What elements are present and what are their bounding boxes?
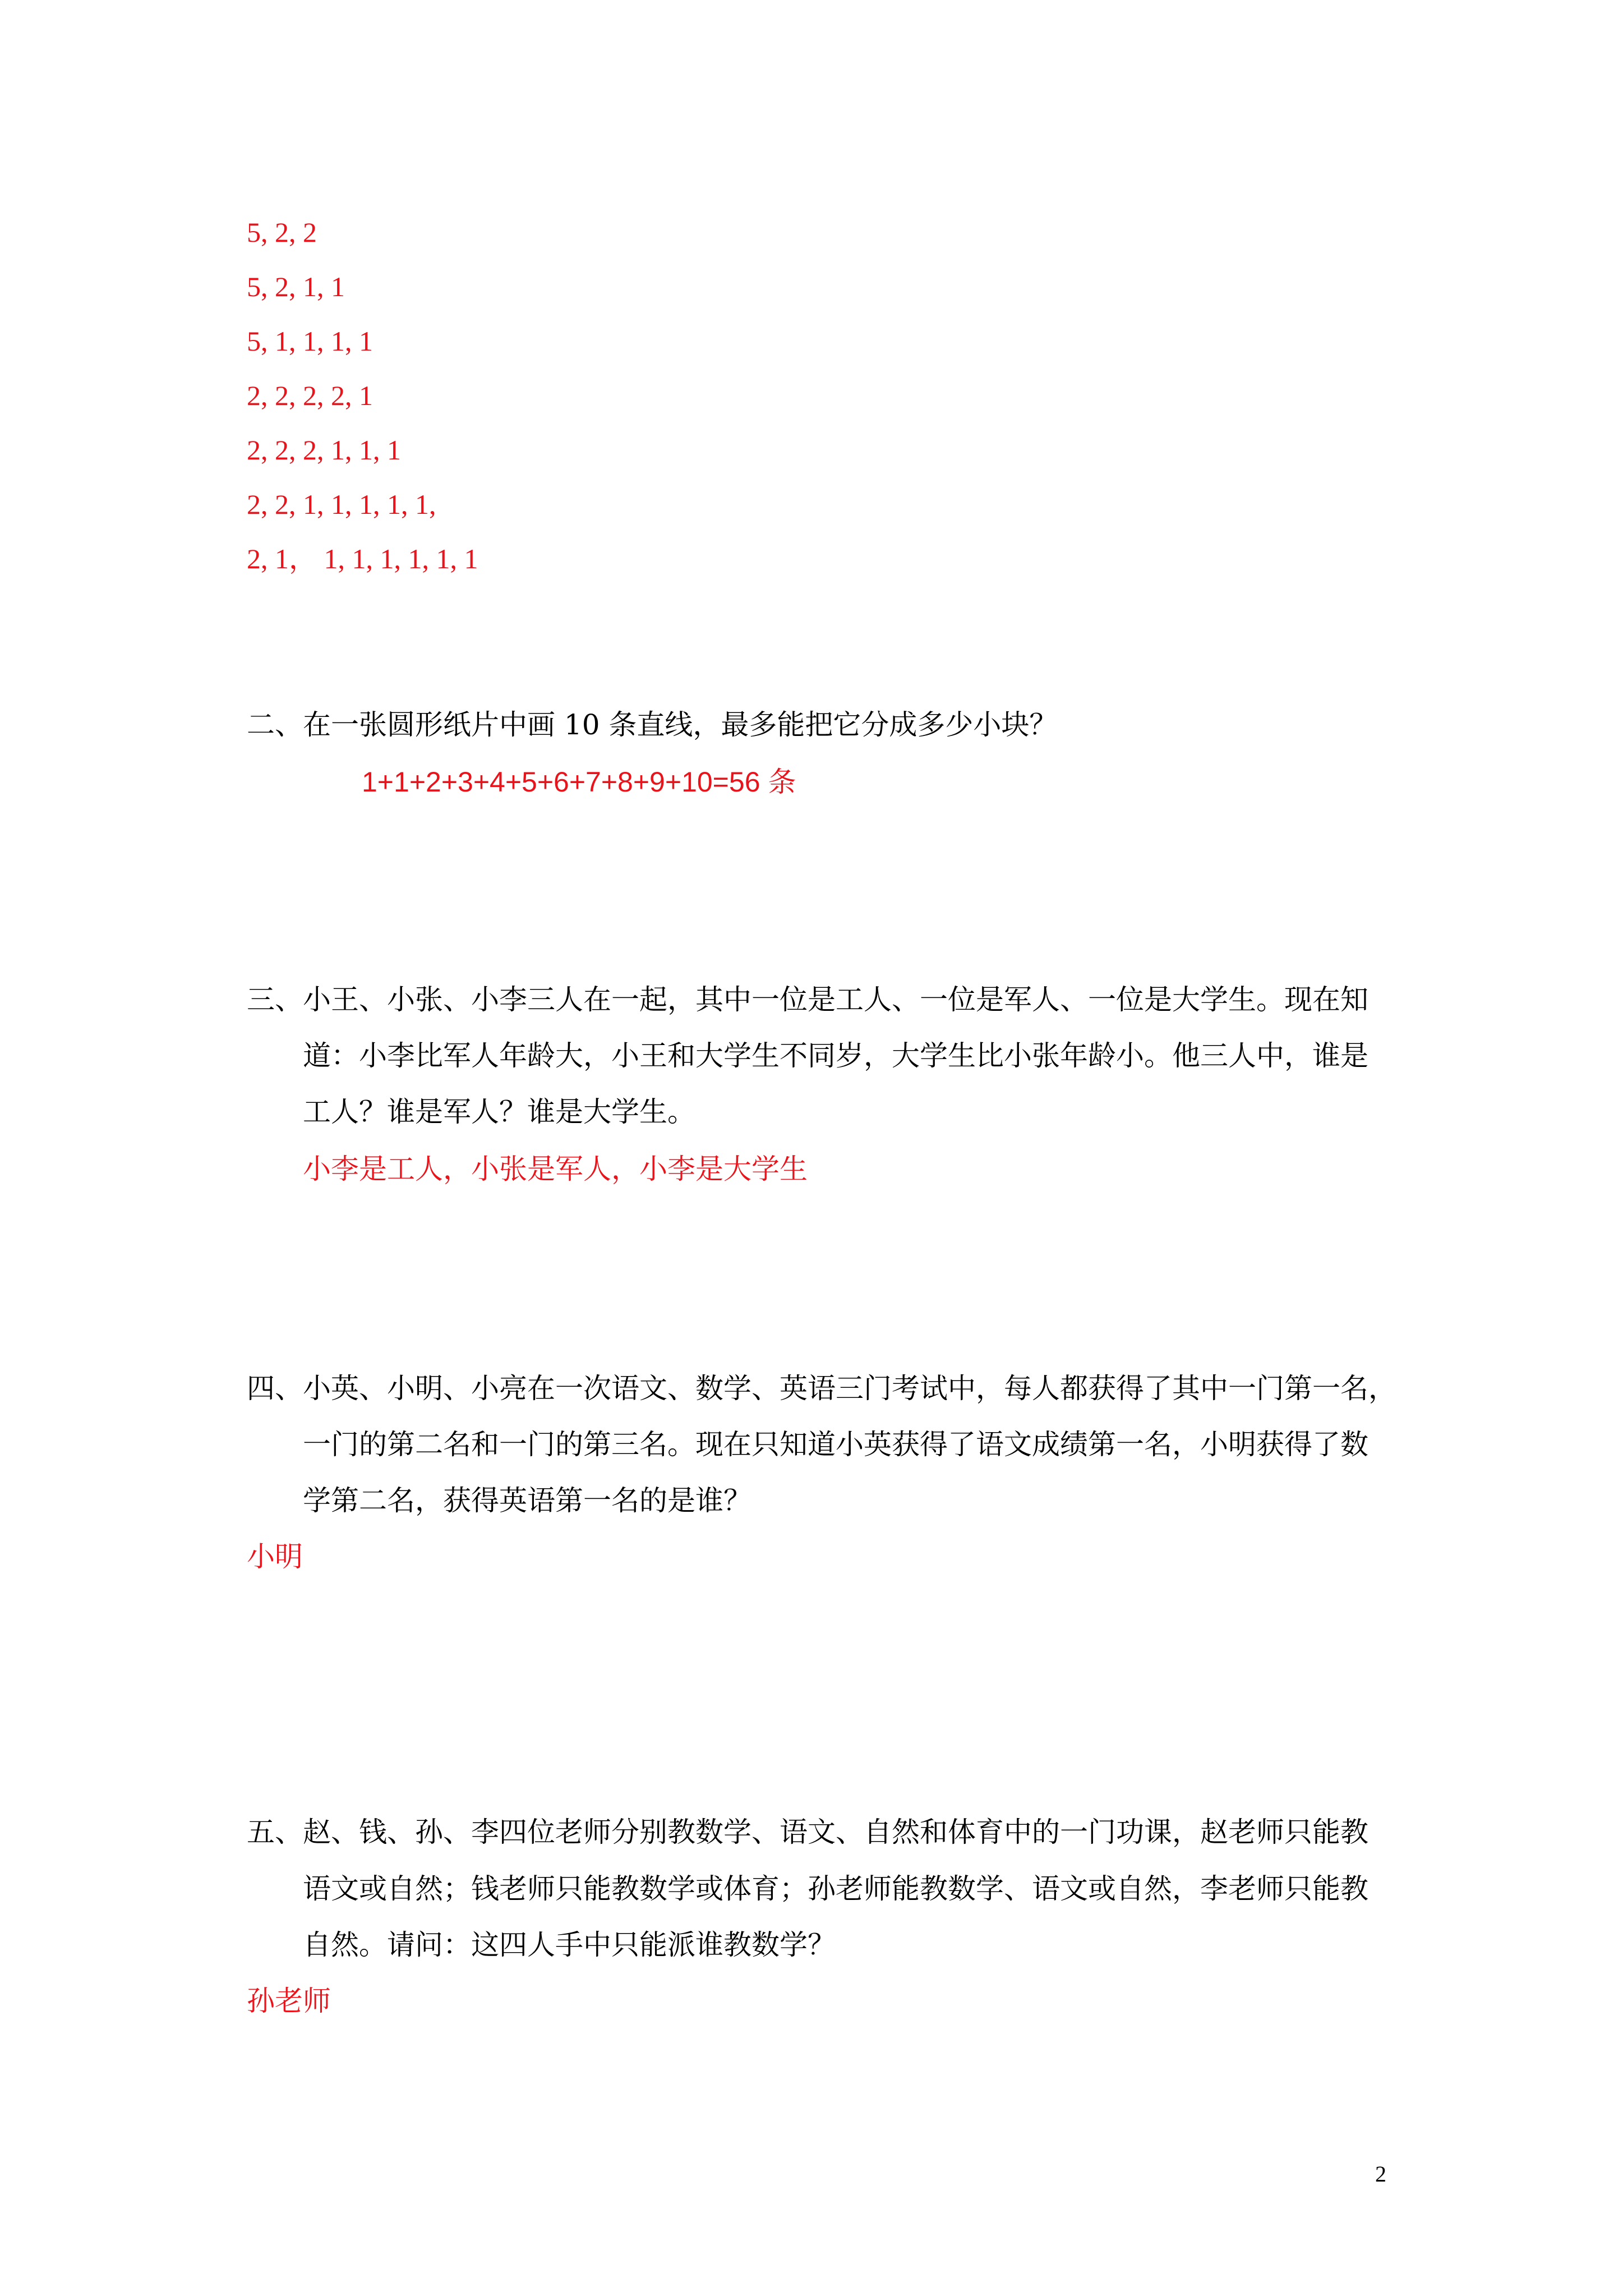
partition-line: 2, 2, 2, 1, 1, 1 — [247, 434, 401, 466]
question-4-answer: 小明 — [247, 1540, 303, 1573]
page-number: 2 — [1375, 2161, 1386, 2187]
question-4-line-3: 学第二名，获得英语第一名的是谁？ — [303, 1484, 751, 1517]
question-2-text: 二、在一张圆形纸片中画 10 条直线，最多能把它分成多少小块？ — [247, 708, 1058, 741]
question-3-line-1: 三、小王、小张、小李三人在一起，其中一位是工人、一位是军人、一位是大学生。现在知 — [247, 983, 1368, 1016]
partition-line: 5, 1, 1, 1, 1 — [247, 325, 373, 357]
question-4-line-2: 一门的第二名和一门的第三名。现在只知道小英获得了语文成绩第一名，小明获得了数 — [303, 1428, 1368, 1461]
question-3-line-3: 工人？谁是军人？谁是大学生。 — [303, 1096, 695, 1128]
question-5-answer: 孙老师 — [247, 1985, 331, 2017]
question-4-line-1: 四、小英、小明、小亮在一次语文、数学、英语三门考试中，每人都获得了其中一门第一名， — [247, 1372, 1396, 1405]
question-5-line-3: 自然。请问：这四人手中只能派谁教数学？ — [303, 1929, 836, 1961]
question-3-answer: 小李是工人，小张是军人，小李是大学生 — [303, 1153, 808, 1185]
question-2-answer: 1+1+2+3+4+5+6+7+8+9+10=56 条 — [362, 766, 796, 798]
question-5-line-1: 五、赵、钱、孙、李四位老师分别教数学、语文、自然和体育中的一门功课，赵老师只能教 — [247, 1816, 1368, 1848]
question-3-line-2: 道：小李比军人年龄大，小王和大学生不同岁，大学生比小张年龄小。他三人中，谁是 — [303, 1039, 1368, 1072]
partition-line: 2, 2, 1, 1, 1, 1, 1, — [247, 489, 436, 520]
partition-line: 2, 2, 2, 2, 1 — [247, 380, 373, 411]
partition-line: 5, 2, 1, 1 — [247, 271, 345, 302]
partition-line: 2, 1， 1, 1, 1, 1, 1, 1 — [247, 543, 478, 574]
question-5-line-2: 语文或自然；钱老师只能教数学或体育；孙老师能教数学、语文或自然，李老师只能教 — [303, 1872, 1368, 1905]
partition-line: 5, 2, 2 — [247, 217, 317, 248]
